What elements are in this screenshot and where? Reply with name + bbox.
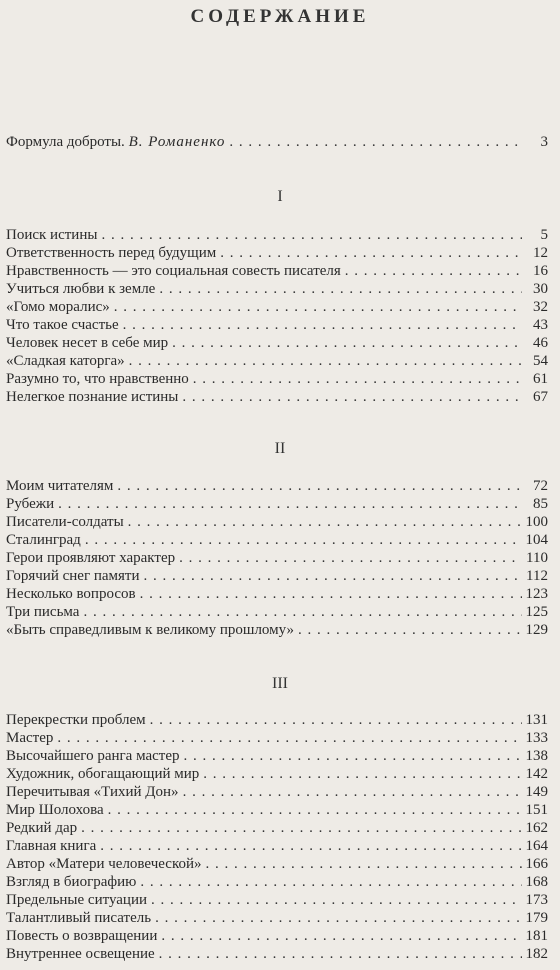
leader-dots [183, 784, 522, 801]
leader-dots [345, 263, 522, 280]
leader-dots [57, 730, 521, 747]
toc-entry [6, 550, 548, 567]
toc-entry-page: 112 [526, 568, 548, 584]
toc-entry-page: 67 [533, 389, 548, 405]
leader-dots [159, 281, 522, 298]
toc-entry-page: 5 [540, 227, 548, 243]
toc-entry-label: Три письма [6, 604, 80, 620]
toc-entry-label: Талантливый писатель [6, 910, 152, 926]
toc-entry-page: 151 [525, 802, 548, 818]
leader-dots [183, 748, 521, 765]
toc-entry-label: Моим читателям [6, 478, 114, 494]
toc-entry-label: Герои проявляют характер [6, 550, 176, 566]
toc-entry-label: «Гомо моралис» [6, 299, 110, 315]
leader-dots [101, 227, 522, 244]
toc-entry-label: Несколько вопросов [6, 586, 136, 602]
toc-entry [6, 820, 548, 837]
toc-entry-page: 3 [540, 134, 548, 150]
toc-entry [6, 389, 548, 406]
leader-dots [155, 910, 521, 927]
toc-entry-page: 100 [525, 514, 548, 530]
toc-entry [6, 281, 548, 298]
toc-entry [6, 604, 548, 621]
toc-entry-page: 168 [525, 874, 548, 890]
leader-dots [83, 604, 521, 621]
leader-dots [179, 550, 522, 567]
leader-dots [140, 874, 521, 891]
toc-entry-page: 16 [533, 263, 548, 279]
toc-entry [6, 730, 548, 747]
toc-entry [6, 622, 548, 639]
toc-entry-page: 54 [533, 353, 548, 369]
leader-dots [144, 568, 522, 585]
section-numeral: I [277, 188, 283, 205]
leader-dots [129, 353, 522, 370]
toc-entry [6, 748, 548, 765]
toc-entry [6, 928, 548, 945]
toc-entry-page: 46 [533, 335, 548, 351]
section-numeral: II [274, 440, 286, 457]
leader-dots [140, 586, 522, 603]
toc-entry-page: 30 [533, 281, 548, 297]
leader-dots [151, 892, 521, 909]
toc-entry-label: Формула доброты. В. Романенко [6, 134, 226, 150]
toc-entry-label: «Сладкая каторга» [6, 353, 125, 369]
toc-entry-label: Перекрестки проблем [6, 712, 146, 728]
toc-entry-label: Автор «Матери человеческой» [6, 856, 202, 872]
toc-entry [6, 299, 548, 316]
leader-dots [229, 134, 522, 151]
toc-entry [6, 227, 548, 244]
toc-entry-page: 43 [533, 317, 548, 333]
toc-entry-page: 32 [533, 299, 548, 315]
toc-entry-intro [6, 134, 548, 151]
toc-entry-page: 85 [533, 496, 548, 512]
toc-entry-page: 61 [533, 371, 548, 387]
toc-entry-label: Внутреннее освещение [6, 946, 155, 962]
toc-entry-label: Сталинград [6, 532, 81, 548]
toc-entry-label: Разумно то, что нравственно [6, 371, 189, 387]
toc-entry-label: Поиск истины [6, 227, 98, 243]
leader-dots [117, 478, 522, 495]
toc-entry-page: 125 [525, 604, 548, 620]
toc-entry-label: Рубежи [6, 496, 55, 512]
toc-entry-label: Взгляд в биографию [6, 874, 137, 890]
leader-dots [172, 335, 522, 352]
toc-entry [6, 586, 548, 603]
leader-dots [114, 299, 522, 316]
toc-entry-page: 179 [525, 910, 548, 926]
toc-entry [6, 353, 548, 370]
toc-entry-page: 72 [533, 478, 548, 494]
toc-entry [6, 910, 548, 927]
toc-entry-page: 123 [525, 586, 548, 602]
toc-entry-label: Высочайшего ранга мастер [6, 748, 180, 764]
toc-entry-page: 133 [525, 730, 548, 746]
toc-entry-label: Ответственность перед будущим [6, 245, 217, 261]
toc-entry-page: 166 [525, 856, 548, 872]
toc-entry [6, 245, 548, 262]
toc-entry-label: Нелегкое познание истины [6, 389, 179, 405]
toc-entry-label: Мир Шолохова [6, 802, 104, 818]
toc-entry-label: «Быть справедливым к великому прошлому» [6, 622, 295, 638]
toc-entry-label: Перечитывая «Тихий Дон» [6, 784, 179, 800]
toc-entry [6, 371, 548, 388]
toc-entry [6, 946, 548, 963]
toc-entry-page: 181 [525, 928, 548, 944]
toc-entry [6, 802, 548, 819]
toc-entry [6, 514, 548, 531]
toc-entry-page: 149 [525, 784, 548, 800]
toc-entry [6, 335, 548, 352]
toc-entry-page: 142 [525, 766, 548, 782]
toc-entry [6, 874, 548, 891]
toc-entry-page: 104 [525, 532, 548, 548]
leader-dots [128, 514, 522, 531]
leader-dots [58, 496, 522, 513]
toc-entry [6, 263, 548, 280]
toc-entry [6, 784, 548, 801]
toc-entry [6, 532, 548, 549]
toc-entry-label: Главная книга [6, 838, 97, 854]
toc-entry-label: Нравственность — это социальная совесть писателя [6, 263, 341, 279]
toc-entry-page: 110 [526, 550, 548, 566]
toc-entry-label: Человек несет в себе мир [6, 335, 169, 351]
toc-entry-page: 131 [525, 712, 548, 728]
leader-dots [85, 532, 522, 549]
toc-entry [6, 478, 548, 495]
leader-dots [100, 838, 521, 855]
toc-entry-label: Что такое счастье [6, 317, 119, 333]
toc-entry [6, 856, 548, 873]
toc-entry [6, 496, 548, 513]
leader-dots [193, 371, 522, 388]
section-numeral: III [272, 675, 288, 692]
toc-entry-page: 129 [525, 622, 548, 638]
toc-entry-page: 173 [525, 892, 548, 908]
toc-entry [6, 568, 548, 585]
toc-entry [6, 712, 548, 729]
leader-dots [161, 928, 521, 945]
page-title: СОДЕРЖАНИЕ [190, 6, 370, 27]
toc-entry [6, 838, 548, 855]
toc-entry-page: 12 [533, 245, 548, 261]
leader-dots [123, 317, 522, 334]
toc-entry [6, 892, 548, 909]
leader-dots [150, 712, 522, 729]
toc-entry-label: Художник, обогащающий мир [6, 766, 200, 782]
toc-entry [6, 766, 548, 783]
toc-entry-label: Повесть о возвращении [6, 928, 158, 944]
leader-dots [203, 766, 521, 783]
toc-entry-label: Писатели-солдаты [6, 514, 124, 530]
toc-entry-page: 182 [525, 946, 548, 962]
toc-entry-label: Предельные ситуации [6, 892, 148, 908]
toc-entry-page: 138 [525, 748, 548, 764]
leader-dots [298, 622, 521, 639]
toc-entry-page: 164 [525, 838, 548, 854]
leader-dots [220, 245, 522, 262]
leader-dots [206, 856, 522, 873]
toc-entry-label: Учиться любви к земле [6, 281, 156, 297]
toc-entry-page: 162 [525, 820, 548, 836]
toc-entry-label: Редкий дар [6, 820, 78, 836]
toc-entry [6, 317, 548, 334]
toc-entry-label: Мастер [6, 730, 54, 746]
leader-dots [159, 946, 522, 963]
leader-dots [108, 802, 522, 819]
toc-entry-label: Горячий снег памяти [6, 568, 140, 584]
leader-dots [182, 389, 522, 406]
leader-dots [81, 820, 521, 837]
